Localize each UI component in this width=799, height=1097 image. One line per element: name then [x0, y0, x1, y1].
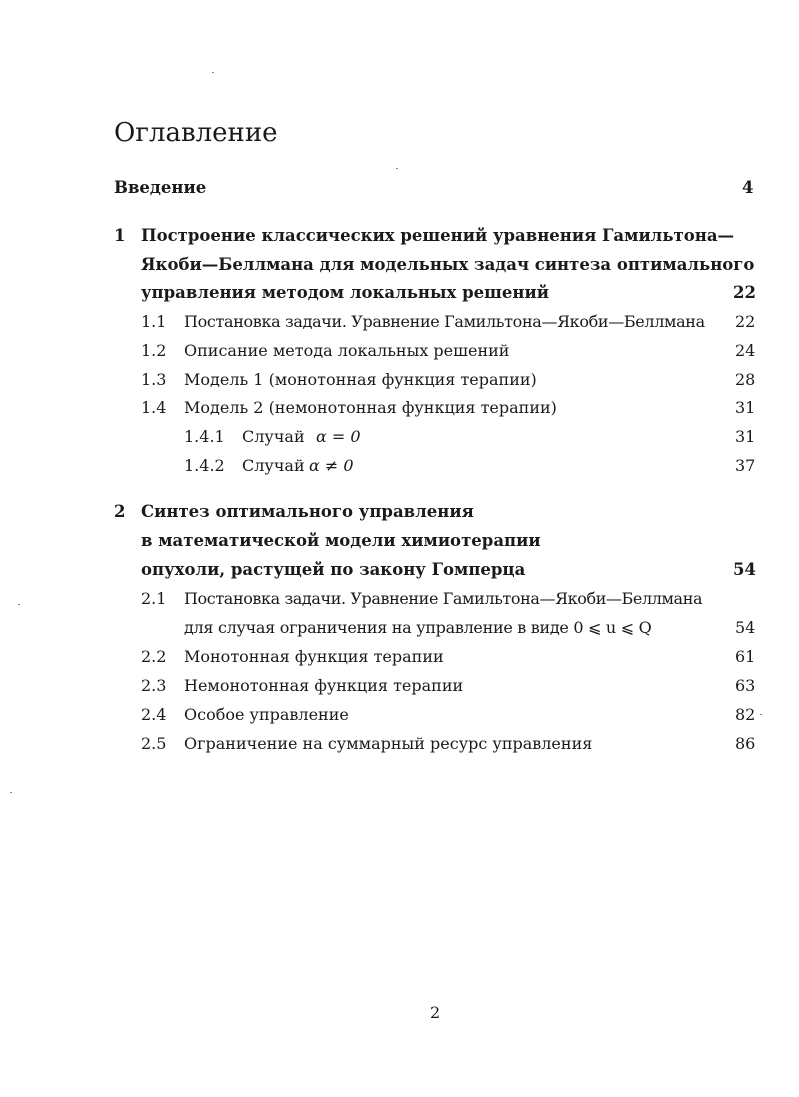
toc-section-number: 2.1 [141, 589, 167, 608]
toc-chapter-1-title-line-3[interactable]: управления методом локальных решений [141, 283, 549, 302]
toc-section-number: 1.3 [141, 370, 167, 389]
toc-chapter-1-title-line-2[interactable]: Якоби—Беллмана для модельных задач синтеза оптимального [141, 255, 755, 274]
scan-speck [10, 792, 12, 793]
toc-chapter-1-number: 1 [114, 226, 126, 245]
toc-section-title[interactable]: Модель 2 (немонотонная функция терапии) [184, 398, 557, 417]
toc-chapter-2-page: 54 [733, 560, 756, 579]
toc-subsection-number: 1.4.2 [184, 456, 225, 475]
scan-speck [396, 168, 398, 169]
toc-subsection-page: 37 [735, 456, 756, 475]
toc-section-title[interactable]: Особое управление [184, 705, 349, 724]
toc-section-page: 54 [735, 618, 756, 637]
toc-section-number: 2.4 [141, 705, 167, 724]
toc-dot-leader [545, 370, 718, 382]
toc-section-page: 28 [735, 370, 756, 389]
toc-subsection-page: 31 [735, 427, 756, 446]
toc-chapter-1-title-line-1[interactable]: Построение классических решений уравнения Гамильтона— [141, 226, 735, 245]
toc-subsection-math: α ≠ 0 [309, 456, 354, 475]
toc-dot-leader [562, 398, 718, 410]
toc-section-title[interactable]: Постановка задачи. Уравнение Гамильтона—Якоби—Беллмана [184, 312, 705, 331]
toc-section-page: 61 [735, 647, 756, 666]
toc-section-page: 31 [735, 398, 756, 417]
toc-section-number: 1.2 [141, 341, 167, 360]
toc-subsection-number: 1.4.1 [184, 427, 225, 446]
toc-section-title[interactable]: Ограничение на суммарный ресурс управления [184, 734, 593, 753]
toc-dot-leader [593, 734, 718, 746]
toc-section-page: 24 [735, 341, 756, 360]
toc-subsection-title[interactable]: Случай [242, 427, 305, 446]
toc-subsection-math: α = 0 [316, 427, 361, 446]
toc-section-title[interactable]: Модель 1 (монотонная функция терапии) [184, 370, 537, 389]
toc-section-title[interactable]: Описание метода локальных решений [184, 341, 510, 360]
toc-dot-leader [471, 676, 718, 688]
toc-section-page: 63 [735, 676, 756, 695]
toc-section-number: 2.3 [141, 676, 167, 695]
toc-chapter-2-title-line-3[interactable]: опухоли, растущей по закону Гомперца [141, 560, 526, 579]
toc-chapter-2-title-line-2[interactable]: в математической модели химиотерапии [141, 531, 541, 550]
toc-chapter-1-page: 22 [733, 283, 756, 302]
toc-section-title-line-2[interactable]: для случая ограничения на управление в виде 0 ⩽ u ⩽ Q [184, 618, 652, 637]
toc-dot-leader [683, 618, 718, 630]
toc-chapter-2-title-line-1[interactable]: Синтез оптимального управления [141, 502, 474, 521]
toc-dot-leader [372, 427, 718, 439]
toc-section-title[interactable]: Монотонная функция терапии [184, 647, 444, 666]
toc-dot-leader [366, 456, 718, 468]
scan-speck [760, 714, 762, 715]
toc-section-page: 82 [735, 705, 756, 724]
toc-section-number: 1.4 [141, 398, 167, 417]
toc-chapter-2-number: 2 [114, 502, 126, 521]
page-number: 2 [430, 1003, 441, 1022]
toc-section-number: 1.1 [141, 312, 167, 331]
toc-dot-leader [455, 647, 718, 659]
toc-section-page: 86 [735, 734, 756, 753]
toc-section-number: 2.5 [141, 734, 167, 753]
toc-subsection-title[interactable]: Случай [242, 456, 305, 475]
toc-intro-page: 4 [742, 178, 754, 197]
toc-section-number: 2.2 [141, 647, 167, 666]
toc-dot-leader [513, 341, 718, 353]
scan-speck [18, 604, 20, 605]
toc-section-title[interactable]: Немонотонная функция терапии [184, 676, 464, 695]
toc-intro-label[interactable]: Введение [114, 178, 207, 197]
toc-title: Оглавление [114, 118, 278, 148]
toc-dot-leader [355, 705, 718, 717]
toc-section-title-line-1[interactable]: Постановка задачи. Уравнение Гамильтона—Якоби—Беллмана [184, 589, 703, 608]
scan-speck [212, 72, 214, 73]
toc-section-page: 22 [735, 312, 756, 331]
